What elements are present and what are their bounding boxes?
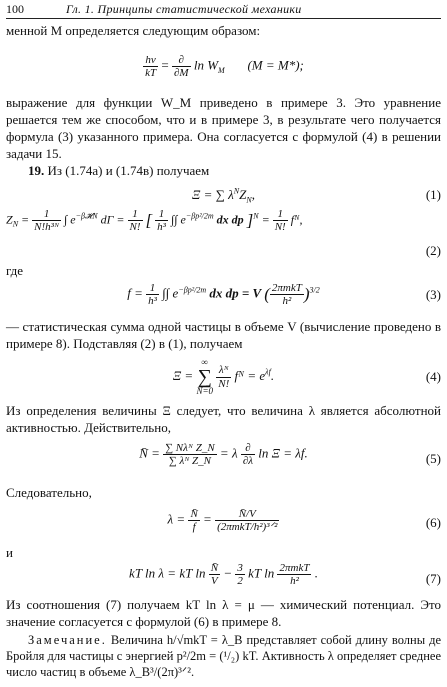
remark: [6, 632, 441, 680]
paragraph-3: — статистическая сумма одной частицы в объеме V (вычисление проведено в примере 8). Подставляя (2) в (1), получаем: [6, 319, 441, 352]
where-word: где: [6, 263, 24, 278]
problem-number: 19.: [28, 163, 45, 178]
equation-5: N̄ = $\frac{\text{∑ Nλᴺ Z\_N}}{\text{∑ λᴺ Z\_N}}$ = λ $\frac{\partial}{\partial\lambda}$ ln Ξ = λf.: [139, 442, 308, 468]
equation-a: $\frac{h\nu}{kT}$ = $\frac{\partial}{\partial M}$ $\ln W_M$ (M = M*);: [145, 54, 304, 80]
equation-2: $Z_N$ = $\frac{1}{\text{N!h³ᴺ}}$ ∫ $e^{-\beta 𝓗N}$ dΓ = $\frac{1}{N!}$ [ $\frac{1}{\text{h³}}$ ∫∫ $e^{-\beta p^2/2m}$ dx dp ]$^N$ = $\frac{1}{N!}$ fᴺ,: [6, 208, 303, 234]
paragraph-1: менной M определяется следующим образом:: [6, 23, 261, 38]
fraction-partial-m: $\frac{\partial}{\partial M}$: [173, 54, 189, 80]
paragraph-4: Из определения величины Ξ следует, что величина λ является абсолютной активностью. Действительно,: [6, 403, 441, 436]
equation-5-number: (5): [425, 451, 441, 466]
paragraph-2: выражение для функции W_M приведено в примере 3. Это уравнение решается тем же способом, что и в примере 3, в результате чего получается формула (3) указанного примера. Она согласуется с формулой (4) в решении задачи 15.: [6, 95, 441, 162]
equation-7: kT ln λ = kT ln $\frac{N̄}{V}$ − $\frac{3}{2}$ kT ln $\frac{\text{2πmkT}}{\text{h²}}$ .: [129, 562, 318, 588]
equation-1: Ξ = ∑ $\lambda^NZ_N$,: [192, 186, 255, 205]
equation-3-number: (3): [425, 287, 441, 302]
running-header: [6, 0, 441, 19]
equation-3: f = $\frac{1}{\text{h³}}$ ∫∫ $e^{-\beta p^2/2m}$ dx dp = V ( $\frac{\text{2πmkT}}{\text{h²}}$ )$^{3/2}$: [127, 282, 320, 308]
equation-1-number: (1): [425, 187, 441, 202]
equation-4-number: (4): [425, 369, 441, 384]
page-number: 100: [6, 2, 24, 16]
remark-text: Величина h/√mkT = λ_B представляет собой длину волны де Бройля для частицы с энергией p²/2m = (¹/₂) kT. Активность λ определяет среднее число частиц в объеме λ_B³/(2π)³ᐟ².: [6, 633, 441, 679]
equation-4: Ξ = ∞ ∑ N=0 $\frac{\text{λᴺ}}{N!}$ fᴺ = $e^{\lambda f}$.: [172, 357, 275, 396]
fraction-hnu-kt: $\frac{h\nu}{kT}$: [145, 54, 157, 80]
and-word: и: [6, 545, 13, 560]
running-title: Гл. 1. Принципы статистической механики: [66, 2, 302, 16]
problem-19-intro: 19. Из (1.74а) и (1.74в) получаем: [28, 163, 210, 178]
paragraph-5: Из соотношения (7) получаем kT ln λ = μ — химический потенциал. Это значение согласуется с формулой (6) в примере 8.: [6, 597, 441, 630]
equation-2-number: (2): [425, 243, 441, 258]
equation-7-number: (7): [425, 571, 441, 586]
equation-6: λ = $\frac{N̄}{f}$ = $\frac{N̄/V}{\text{(2πmkT/h²)³ᐟ²}}$: [167, 508, 278, 534]
equation-a-condition: (M = M*);: [247, 57, 304, 73]
remark-label: Замечание.: [28, 633, 107, 647]
hence-word: Следовательно,: [6, 485, 92, 500]
equation-6-number: (6): [425, 515, 441, 530]
sum-sign: ∞ ∑ N=0: [196, 357, 214, 396]
